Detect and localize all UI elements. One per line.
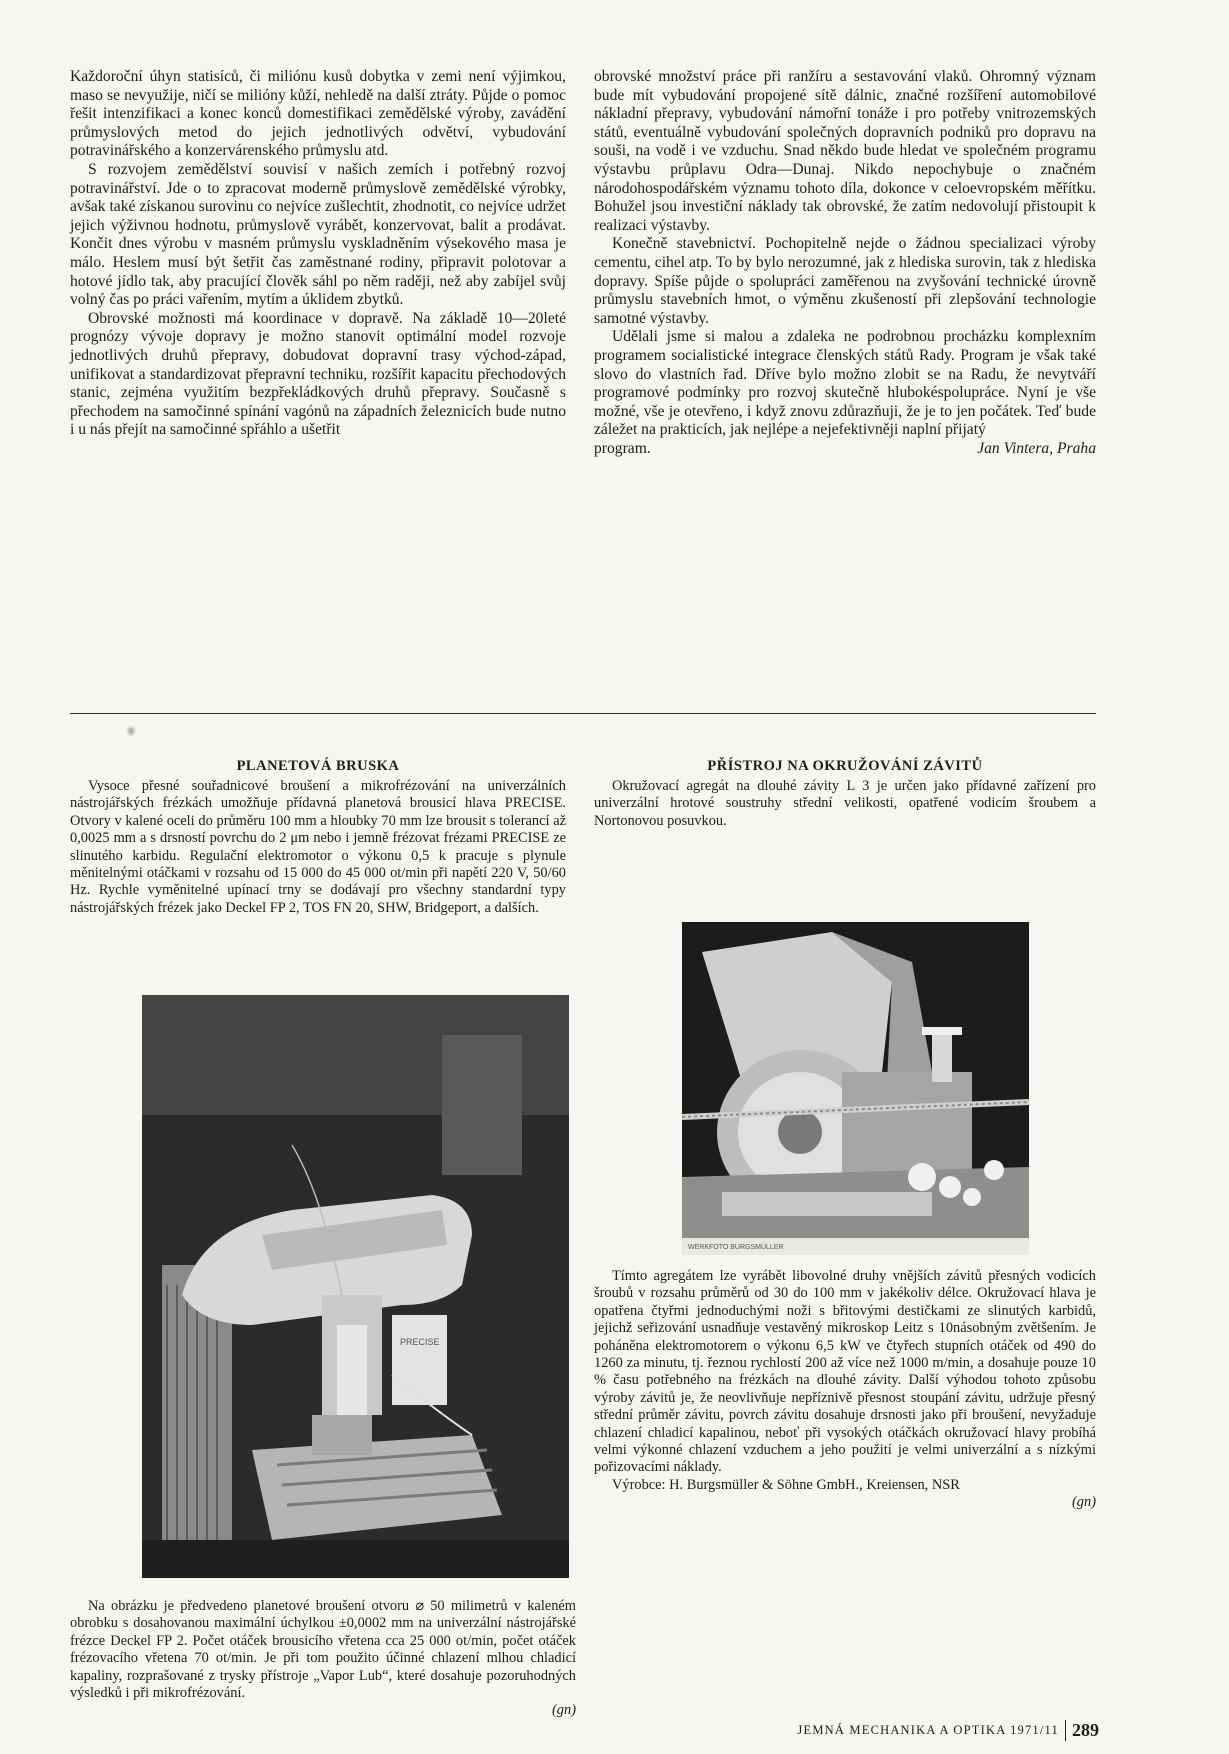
paragraph: obrovské množství práce při ranžíru a sestavování vlaků. Ohromný význam bude mít vybudování propojené sítě dálnic, značné rozšíření automobilové nákladní přepravy, vybudování námořní tonáže i pro potřeby vnitrozemských států, eventuálně vybudování společných dopravních podniků pro dopravu na souši, na vodě i ve vzduchu. Snad někdo bude hledat ve společném programu výstavbu průplavu Odra—Dunaj. Nikdo nepochybuje o značném národohospodářském významu tohoto díla, dokonce v celoevropském měřítku. Bohužel jsou investiční náklady tak obrovské, že zatím nedovolují přistoupit k realizaci výstavby. — [594, 68, 1096, 234]
pristroj-body — [594, 1268, 1096, 1512]
heading-planetova-bruska: PLANETOVÁ BRUSKA — [236, 758, 400, 774]
planetova-bruska-intro — [70, 778, 566, 917]
article-column-right — [594, 68, 1096, 458]
pristroj-intro — [594, 778, 1096, 830]
journal-name: JEMNÁ MECHANIKA A OPTIKA 1971/11 — [797, 1723, 1059, 1737]
paragraph: Na obrázku je předvedeno planetové broušení otvoru ⌀ 50 milimetrů v kaleném obrobku s dosahovanou maximální úchylkou ±0,0002 mm na univerzální nástrojářské frézce Deckel FP 2. Počet otáček brousicího vřetena cca 25 000 ot/min, počet otáček frézovacího vřetena 70 ot/min. Je při tom použito účinné chlazení mlhou chladicí kapaliny, rozprašované z trysky přístroje „Vapor Lub“, které dosahuje pozoruhodných výsledků i při mikrofrézování. — [70, 1598, 576, 1702]
paragraph: S rozvojem zemědělství souvisí v našich zemích i potřebný rozvoj potravinářství. Jde o to zpracovat moderně průmyslově zemědělské výrobky, avšak také získanou surovinu co nejvíce zušlechtit, zhodnotit, co nejvíce udržet jejich výživnou hodnotu, průmyslově vyrábět, konzervovat, balit a prodávat. Končit dnes výrobu v masném průmyslu vyskladněním výsekového masa je málo. Heslem musí být šetřit čas zaměstnané rodiny, připravit polotovar a hotové jídlo tak, aby pracující člověk sáhl po něm raději, než aby zabíjel svůj volný čas po práci vařením, mytím a úklidem zbytků. — [70, 160, 566, 309]
milling-machine-illustration — [142, 995, 569, 1578]
last-word: program. — [594, 439, 651, 457]
paragraph: Obrovské možnosti má koordinace v dopravě. Na základě 10—20leté prognózy vývoje dopravy je možno stanovit optimální model rozvoje jednotlivých druhů přepravy, dobudovat dopravní trasy východ-západ, unifikovat a standardizovat přepravní techniku, rozšířit kapacitu přechodových stanic, zejména využitím bezpřekládkových druhů přepravy. Současně s přechodem na samočinné spínání vagónů na západních železnicích bude nutno i u nás přejít na samočinné spřáhlo a ušetřit — [70, 309, 566, 439]
paragraph: Tímto agregátem lze vyrábět libovolné druhy vnějších závitů přesných vodicích šroubů v rozsahu průměrů od 30 do 100 mm v jakékoliv délce. Okružovací hlava je opatřena čtyřmi jednoduchými noži s břitovými destičkami ze slinutých karbidů, jejichž seřizování usnadňuje vestavěný mikroskop Leitz s 10násobným zvětšením. Je poháněna elektromotorem o výkonu 6,5 kW ve čtyřech stupních otáček od 490 do 1260 za minutu, tj. řeznou rychlostí 200 až více než 1000 m/min, a dosahuje pouze 10 % času potřebného na frézkách na dlouhé závity. Další výhodou tohoto způsobu výroby závitů je, že neovlivňuje nepříznivě přesnost stoupání závitu, udržuje přesný střední průměr závitu, povrch závitu dosahuje drsnosti jako při broušení, nevyžaduje chlazení chladicí kapalinou, neboť při vysokých otáčkách okružovací hlavy probíhá velmi výkonné chlazení vzduchem a jeho použití je velmi univerzální a s nízkými pořizovacími náklady. — [594, 1268, 1096, 1476]
paragraph: Vysoce přesné souřadnicové broušení a mikrofrézování na univerzálních nástrojářských frézkách umožňuje přídavná planetová brousicí hlava PRECISE. Otvory v kalené oceli do průměru 100 mm a hloubky 70 mm lze brousit s tolerancí až 0,0025 mm a s drsností povrchu do 2 μm nebo i jemně frézovat frézami PRECISE ze slinutého karbidu. Regulační elektromotor o výkonu 0,5 k pracuje s plynule měnitelnými otáčkami v rozsahu od 15 000 do 45 000 ot/min při napětí 220 V, 50/60 Hz. Rychle vyměnitelné upínací trny se dodávají pro všechny standardní typy nástrojářských frézek jako Deckel FP 2, TOS FN 20, SHW, Bridgeport, a dalších. — [70, 778, 566, 916]
planetary-grinder-photo — [142, 995, 569, 1578]
svg-text:PRECISE: PRECISE — [400, 1337, 440, 1347]
paragraph: Okružovací agregát na dlouhé závity L 3 je určen jako přídavné zařízení pro univerzální hrotové soustruhy střední velikosti, opatřené vodicím šroubem a Nortonovou posuvkou. — [594, 778, 1096, 829]
author-mark: (gn) — [1072, 1494, 1096, 1511]
scan-speck — [126, 725, 136, 737]
author-signature: Jan Vintera, Praha — [977, 439, 1096, 457]
author-mark: (gn) — [552, 1702, 576, 1719]
signature-row — [594, 440, 1096, 459]
planetova-bruska-caption — [70, 1598, 576, 1720]
paragraph: Každoroční úhyn statisíců, či miliónu kusů dobytka v zemi není výjimkou, maso se nevyužije, ničí se milióny kůží, nehledě na další ztráty. Půjde o pomoc řešit intenzifikaci a konec konců domestifikaci zemědělské výroby, zavádění průmyslových metod do jejich jednotlivých odvětví, vybudování potravinářského a konzervárenského průmyslu atd. — [70, 68, 566, 160]
page-footer — [797, 1720, 1099, 1741]
lathe-attachment-illustration — [682, 922, 1029, 1255]
manufacturer-line: Výrobce: H. Burgsmüller & Söhne GmbH., Kreiensen, NSR — [612, 1476, 960, 1493]
paragraph: Konečně stavebnictví. Pochopitelně nejde o žádnou specializaci výroby cementu, cihel atp. To by bylo nerozumné, jak z hlediska surovin, tak z hlediska dopravy. Spíše půjde o spolupráci zaměřenou na zvyšování technické úrovně průmyslu stavebních hmot, o výměnu zkušeností při zlepšování technologie samotné výstavby. — [594, 235, 1096, 327]
thread-whirling-attachment-photo — [682, 922, 1029, 1255]
section-divider — [70, 713, 1096, 714]
photo-credit-label: WERKFOTO BURGSMÜLLER — [688, 1244, 784, 1251]
heading-pristroj-okruzovani: PŘÍSTROJ NA OKRUŽOVÁNÍ ZÁVITŮ — [707, 758, 983, 774]
page-number: 289 — [1065, 1720, 1099, 1741]
article-column-left — [70, 68, 566, 440]
paragraph: Udělali jsme si malou a zdaleka ne podrobnou procházku komplexním programem socialistické integrace členských států Rady. Program je však také slovo do vlastních řad. Dříve bylo možno zlobit se na Radu, že nevytváří programové podmínky pro rozvoj skutečně hlubokéspolupráce. Nyní je vše možné, vše je otevřeno, i když znovu zdůrazňuji, že je to jen počátek. Teď bude záležet na prakticích, jak nejlépe a nejefektivněji naplní přijatý — [594, 328, 1096, 439]
